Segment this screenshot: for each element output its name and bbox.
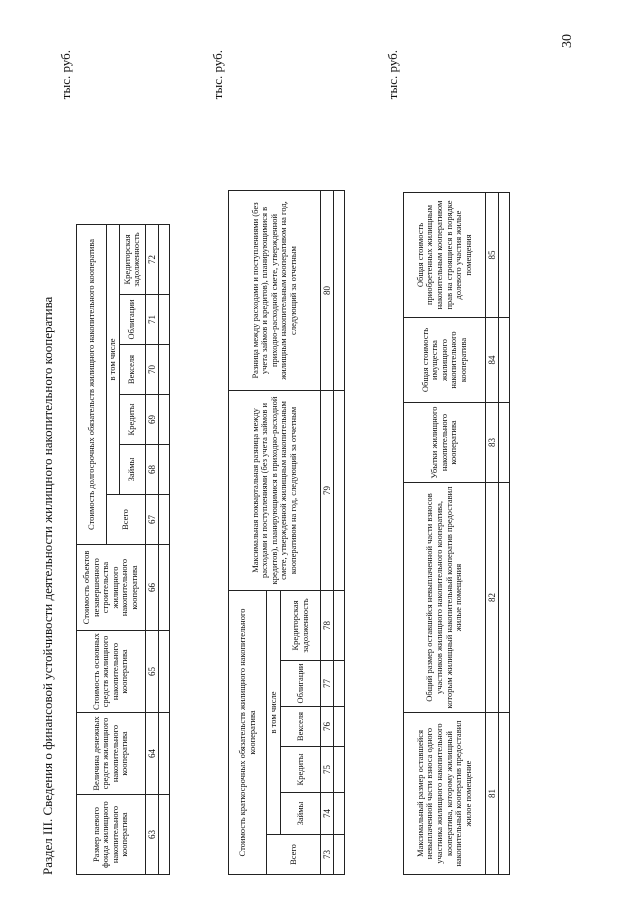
t1-cell bbox=[158, 295, 169, 345]
t1-num: 69 bbox=[145, 395, 158, 445]
t3-num: 83 bbox=[486, 403, 499, 483]
t1-num: 65 bbox=[145, 631, 158, 713]
t1-cell bbox=[158, 395, 169, 445]
t3-num: 85 bbox=[486, 193, 499, 318]
t1-num: 67 bbox=[145, 495, 158, 545]
t1-incl: в том числе bbox=[107, 224, 120, 494]
t2-cell bbox=[334, 707, 345, 747]
section-title: Раздел III. Сведения о финансовой устойчивости деятельности жилищного накопительного кооператива bbox=[40, 296, 55, 875]
unit-label-3: тыс. руб. bbox=[385, 50, 400, 100]
t2-cell bbox=[334, 835, 345, 875]
t1-sub-payables: Кредиторская задолженность bbox=[119, 224, 145, 294]
t1-cell bbox=[158, 545, 169, 631]
t3-cell bbox=[499, 318, 510, 403]
t3-h81: Максимальный размер оставшейся невыплаченной части взноса одного участника жилищного накопительного кооператива, которому жилищный накопительный кооператив предоставил жилое помещение bbox=[404, 713, 486, 875]
t3-cell bbox=[499, 193, 510, 318]
t2-cell bbox=[334, 793, 345, 835]
t1-sub-loans: Займы bbox=[119, 445, 145, 495]
t1-cell bbox=[158, 224, 169, 294]
t1-sub-bills: Векселя bbox=[119, 345, 145, 395]
page-number: 30 bbox=[560, 34, 575, 48]
t1-cell bbox=[158, 631, 169, 713]
t2-cell bbox=[334, 661, 345, 707]
rotated-page bbox=[40, 40, 595, 875]
t2-h79: Максимальная поквартальная разница между расходами и поступлениями (без учета займов и кредитов), планирующимися в приходно-расходной смете, утвержденной жилищным накопительным кооперативом на год, следующий за отчетным bbox=[229, 390, 321, 590]
t2-sub-loans: Займы bbox=[281, 793, 321, 835]
t1-h65: Стоимость основных средств жилищного накопительного кооператива bbox=[77, 631, 146, 713]
t2-num: 75 bbox=[321, 747, 334, 793]
t2-incl: в том числе bbox=[267, 590, 281, 834]
t2-num: 73 bbox=[321, 835, 334, 875]
t2-num: 79 bbox=[321, 390, 334, 590]
t1-cell bbox=[158, 713, 169, 795]
t3-h82: Общий размер оставшейся невыплаченной части взносов участников жилищного накопительного кооператива, которым жилищный накопительный кооператив предоставил жилые помещения bbox=[404, 483, 486, 713]
t3-h84: Общая стоимость имущества жилищного накопительного кооператива bbox=[404, 318, 486, 403]
t1-num: 71 bbox=[145, 295, 158, 345]
t3-num: 84 bbox=[486, 318, 499, 403]
t1-group: Стоимость долгосрочных обязательств жилищного накопительного кооператива bbox=[77, 224, 107, 544]
t3-num: 81 bbox=[486, 713, 499, 875]
t1-sub-credits: Кредиты bbox=[119, 395, 145, 445]
t1-h64: Величина денежных средств жилищного накопительного кооператива bbox=[77, 713, 146, 795]
t1-num: 66 bbox=[145, 545, 158, 631]
table-3 bbox=[403, 40, 510, 876]
table-2 bbox=[228, 39, 345, 875]
t2-sub-credits: Кредиты bbox=[281, 747, 321, 793]
t2-cell bbox=[334, 747, 345, 793]
t2-sub-bonds: Облигации bbox=[281, 661, 321, 707]
table-1 bbox=[76, 39, 170, 875]
t1-num: 68 bbox=[145, 445, 158, 495]
unit-label-2: тыс. руб. bbox=[210, 50, 225, 100]
t2-cell bbox=[334, 590, 345, 660]
t2-num: 77 bbox=[321, 661, 334, 707]
t2-cell bbox=[334, 390, 345, 590]
t2-num: 80 bbox=[321, 190, 334, 390]
table3-band bbox=[403, 40, 510, 875]
t1-h63: Размер паевого фонда жилищного накопительного кооператива bbox=[77, 795, 146, 875]
t3-cell bbox=[499, 713, 510, 875]
t3-num: 82 bbox=[486, 483, 499, 713]
t2-group: Стоимость краткосрочных обязательств жилищного накопительного кооператива bbox=[229, 590, 267, 874]
t1-total: Всего bbox=[107, 495, 146, 545]
t1-cell bbox=[158, 795, 169, 875]
t3-h85: Общая стоимость приобретенных жилищным накопительным кооперативом прав на строящиеся в порядке долевого участия жилые помещения bbox=[404, 193, 486, 318]
t3-cell bbox=[499, 403, 510, 483]
t1-num: 64 bbox=[145, 713, 158, 795]
table1-band bbox=[76, 40, 170, 875]
t1-num: 72 bbox=[145, 224, 158, 294]
t2-cell bbox=[334, 190, 345, 390]
t1-cell bbox=[158, 345, 169, 395]
t2-h80: Разница между расходами и поступлениями (без учета займов и кредитов), планирующимися в приходно-расходной смете, утвержденной жилищным накопительным кооперативом на год, следующий за отчетным bbox=[229, 190, 321, 390]
t3-cell bbox=[499, 483, 510, 713]
t2-num: 74 bbox=[321, 793, 334, 835]
t2-num: 78 bbox=[321, 590, 334, 660]
t2-num: 76 bbox=[321, 707, 334, 747]
t1-num: 70 bbox=[145, 345, 158, 395]
t1-cell bbox=[158, 445, 169, 495]
table2-band bbox=[228, 40, 345, 875]
t2-sub-bills: Векселя bbox=[281, 707, 321, 747]
t1-sub-bonds: Облигации bbox=[119, 295, 145, 345]
t3-h83: Убытки жилищного накопительного кооператива bbox=[404, 403, 486, 483]
t1-cell bbox=[158, 495, 169, 545]
t1-h66: Стоимость объектов незавершенного строительства жилищного накопительного кооператива bbox=[77, 545, 146, 631]
t1-num: 63 bbox=[145, 795, 158, 875]
t2-total: Всего bbox=[267, 835, 321, 875]
unit-label-1: тыс. руб. bbox=[58, 50, 73, 100]
t2-sub-payables: Кредиторская задолженность bbox=[281, 590, 321, 660]
